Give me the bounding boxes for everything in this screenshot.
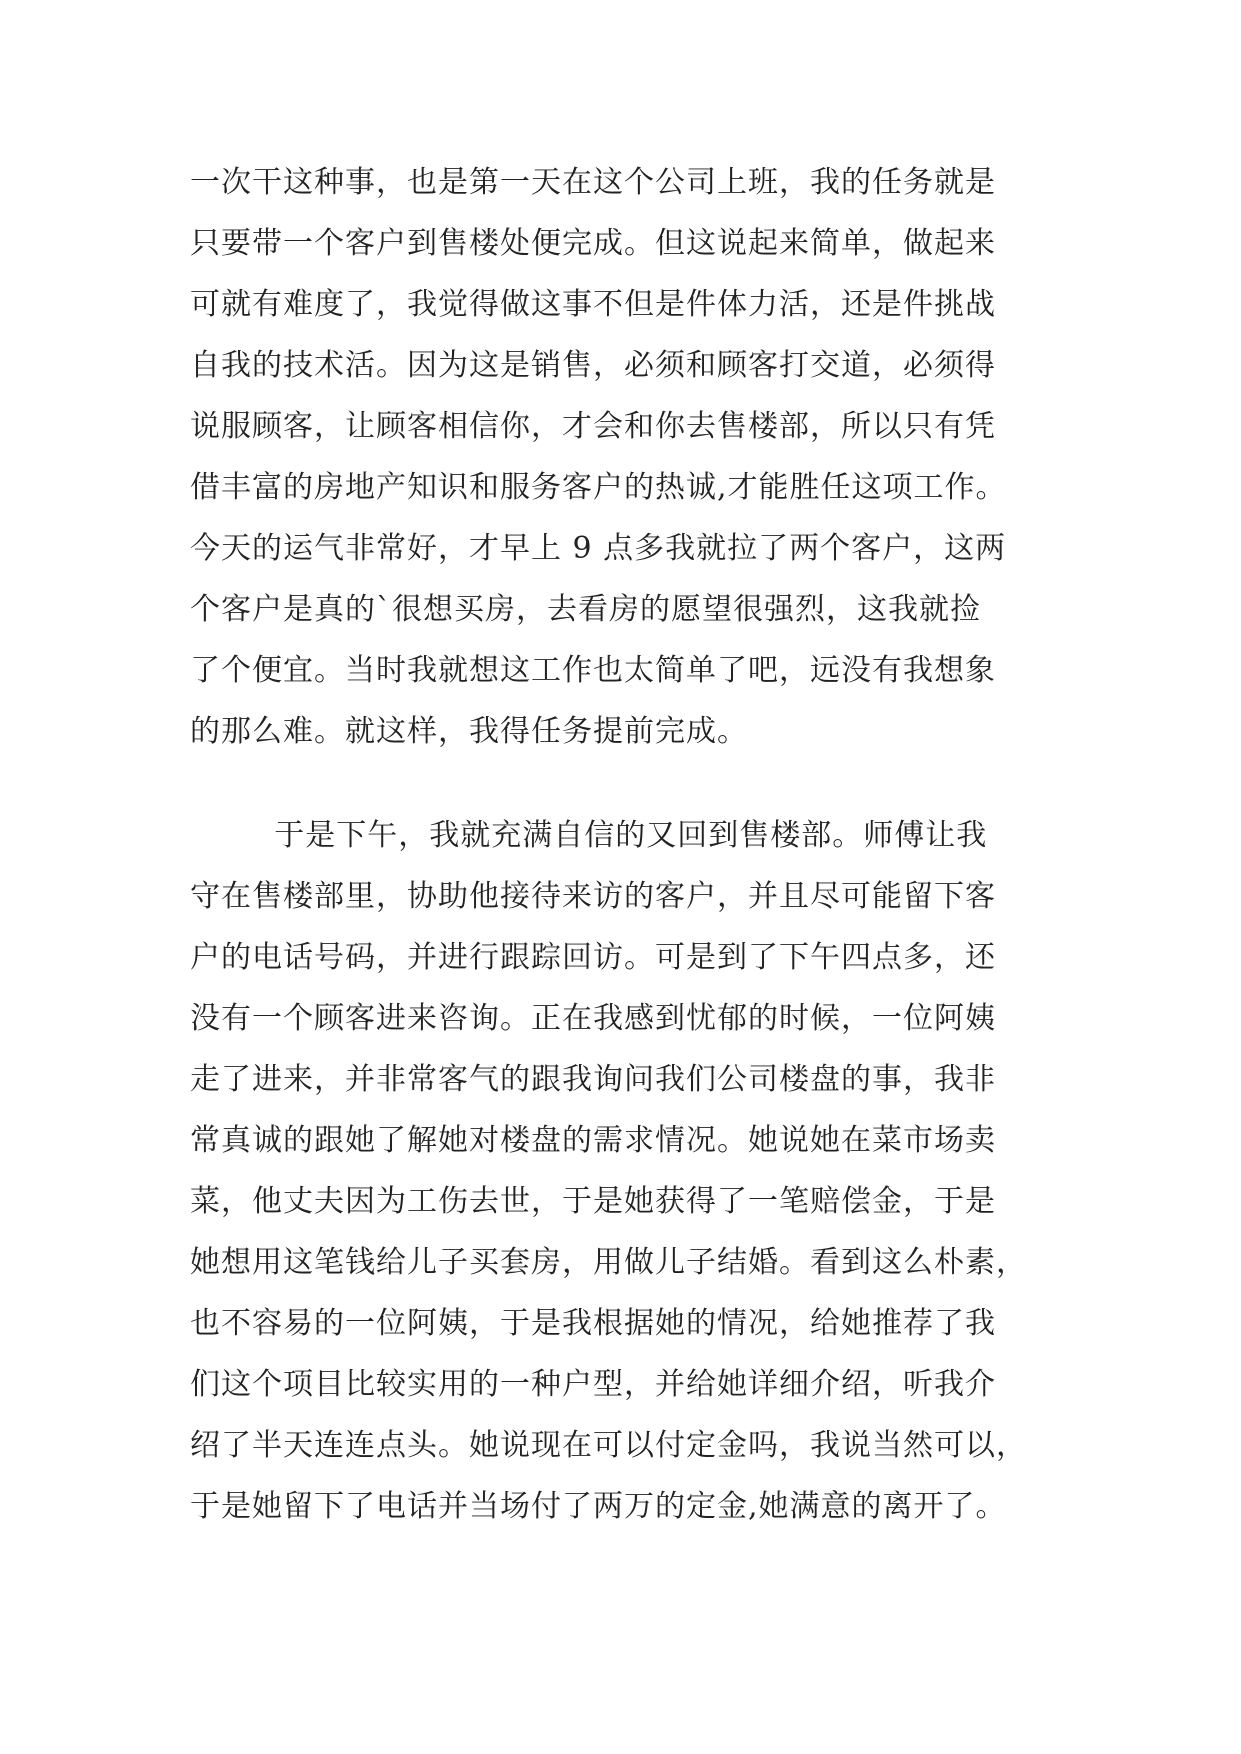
text-line: 一次干这种事，也是第一天在这个公司上班，我的任务就是 — [190, 165, 996, 200]
text-line: 可就有难度了，我觉得做这事不但是件体力活，还是件挑战 — [190, 287, 996, 322]
text-line: 个客户是真的`很想买房，去看房的愿望很强烈，这我就捡 — [190, 592, 981, 627]
text-line: 户的电话号码，并进行跟踪回访。可是到了下午四点多，还 — [190, 940, 996, 975]
text-line: 也不容易的一位阿姨，于是我根据她的情况，给她推荐了我 — [190, 1306, 996, 1341]
text-line: 了个便宜。当时我就想这工作也太简单了吧，远没有我想象 — [190, 653, 996, 688]
text-line: 自我的技术活。因为这是销售，必须和顾客打交道，必须得 — [190, 348, 996, 383]
text-line: 的那么难。就这样，我得任务提前完成。 — [190, 714, 748, 749]
text-line: 借丰富的房地产知识和服务客户的热诚,才能胜任这项工作。 — [190, 470, 1007, 505]
text-line: 于是下午，我就充满自信的又回到售楼部。师傅让我 — [190, 818, 988, 853]
text-line: 守在售楼部里，协助他接待来访的客户，并且尽可能留下客 — [190, 879, 996, 914]
text-line: 走了进来，并非常客气的跟我询问我们公司楼盘的事，我非 — [190, 1062, 996, 1097]
text-line: 常真诚的跟她了解她对楼盘的需求情况。她说她在菜市场卖 — [190, 1123, 996, 1158]
text-line: 们这个项目比较实用的一种户型，并给她详细介绍，听我介 — [190, 1367, 996, 1402]
text-line: 没有一个顾客进来咨询。正在我感到忧郁的时候，一位阿姨 — [190, 1001, 996, 1036]
text-line: 于是她留下了电话并当场付了两万的定金,她满意的离开了。 — [190, 1489, 1007, 1524]
paragraph-1 — [190, 152, 1050, 762]
text-line: 她想用这笔钱给儿子买套房，用做儿子结婚。看到这么朴素， — [190, 1245, 1027, 1280]
paragraph-2 — [190, 805, 1050, 1537]
text-line: 只要带一个客户到售楼处便完成。但这说起来简单，做起来 — [190, 226, 996, 261]
text-line: 菜，他丈夫因为工伤去世，于是她获得了一笔赔偿金，于是 — [190, 1184, 996, 1219]
text-line: 今天的运气非常好，才早上 9 点多我就拉了两个客户，这两 — [190, 531, 1007, 566]
text-line: 绍了半天连连点头。她说现在可以付定金吗，我说当然可以， — [190, 1428, 1027, 1463]
text-line: 说服顾客，让顾客相信你，才会和你去售楼部，所以只有凭 — [190, 409, 996, 444]
